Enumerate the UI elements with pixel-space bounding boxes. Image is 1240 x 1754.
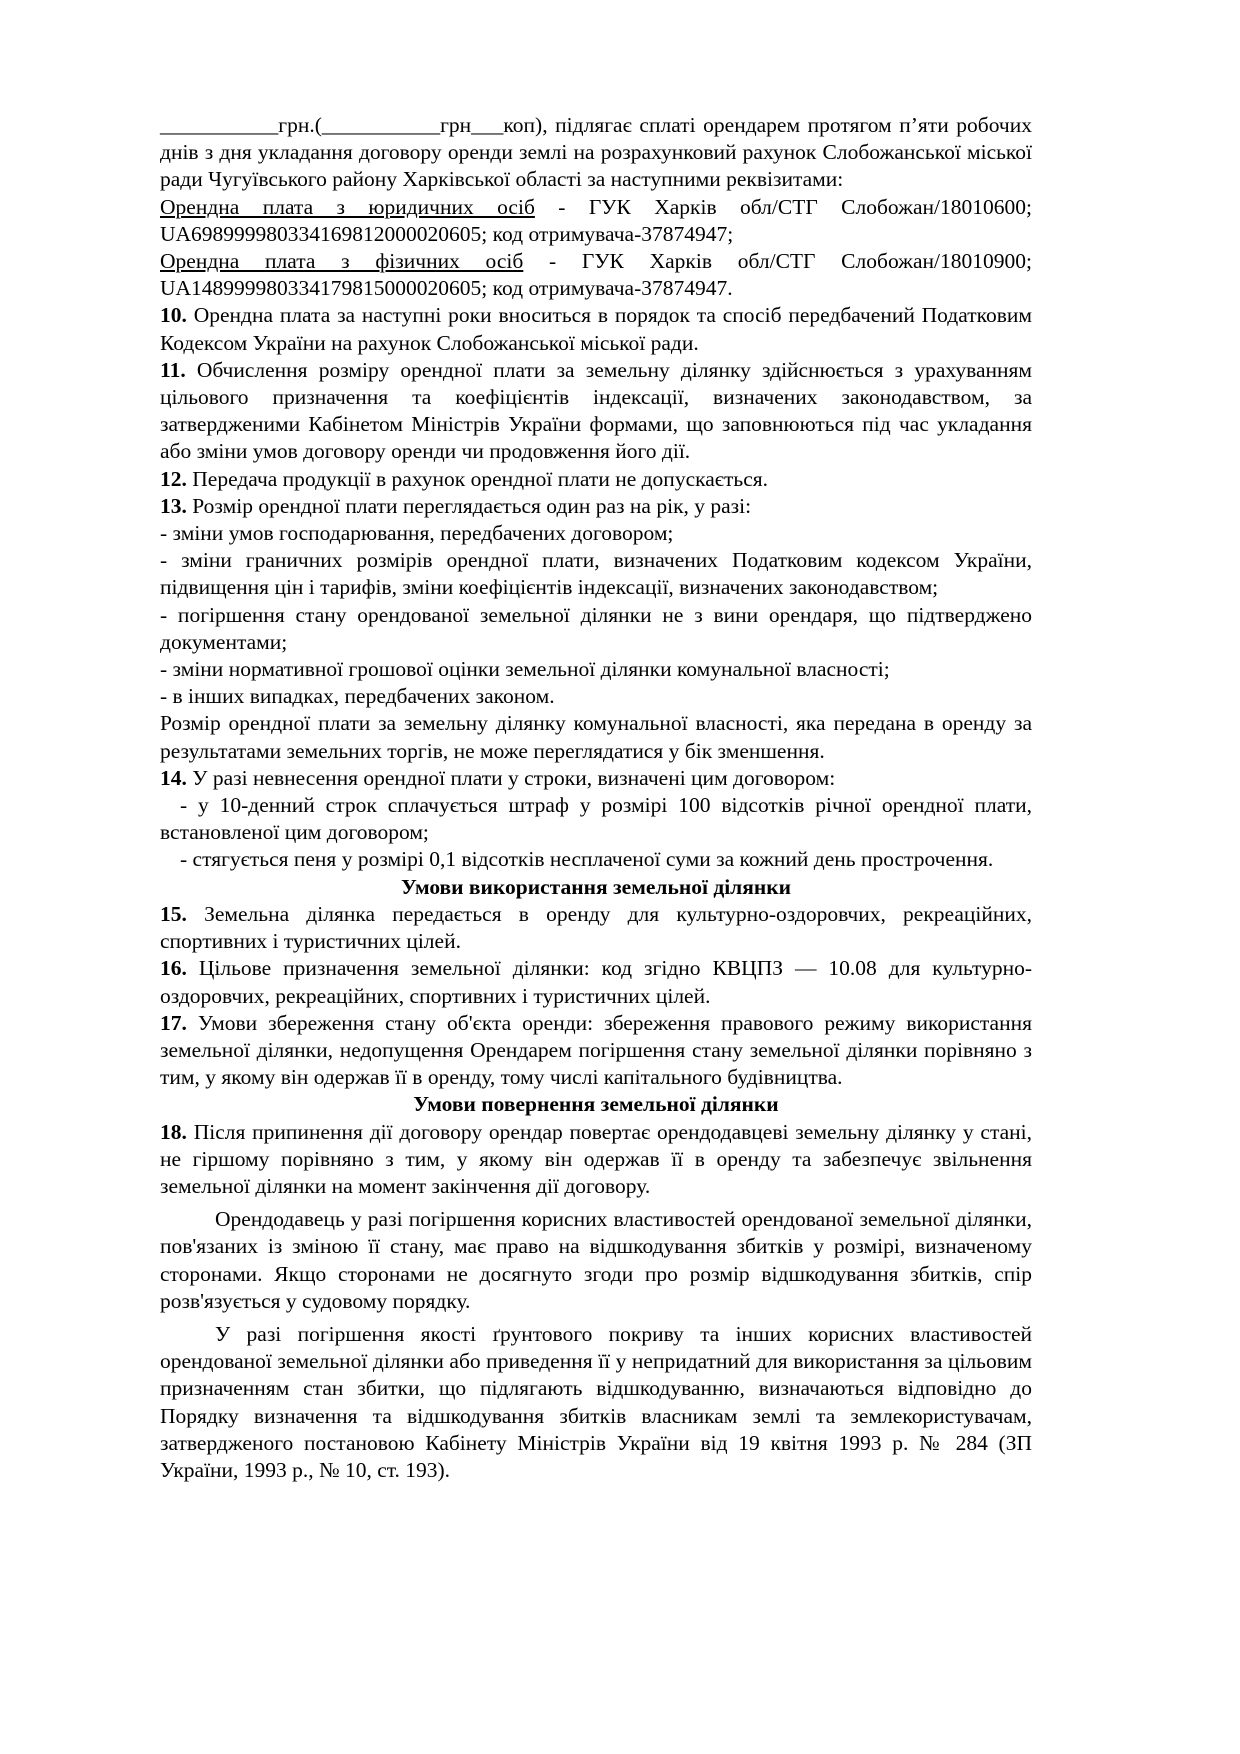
legal-entities-requisites (160, 194, 1032, 248)
section-heading-use: Умови використання земельної ділянки (400, 874, 792, 899)
list-item: - у 10-денний строк сплачується штраф у розмірі 100 відсотків річної орендної плати, встановленої цим договором; (160, 793, 1032, 845)
list-item: - погіршення стану орендованої земельної ділянки не з вини орендаря, що підтверджено документами; (160, 602, 1032, 654)
clause-text: Цільове призначення земельної ділянки: код згідно КВЦПЗ — 10.08 для культурно-оздоровчих, рекреаційних, спортивних і туристичних цілей. (160, 956, 1032, 1008)
clause-10 (160, 302, 1032, 356)
lessor-damages-paragraph: Орендодавець у разі погіршення корисних властивостей орендованої земельної ділянки, пов'язаних із зміною її стану, має право на відшкодування збитків у розмірі, визначеному сторонами. Якщо сторонами не досягнуто згоди про розмір відшкодування збитків, спір розв'язується у судовому порядку. (160, 1207, 1032, 1313)
clause-text: Орендна плата за наступні роки вноситься в порядок та спосіб передбачений Податковим Кодексом України на рахунок Слобожанської міської ради. (160, 303, 1032, 355)
document-page (160, 112, 1032, 1484)
clause-11 (160, 357, 1032, 466)
clause-15 (160, 901, 1032, 955)
clause-14 (160, 765, 1032, 792)
legal-entities-text: - ГУК Харків обл/СТГ Слобожан/18010600; UA698999980334169812000020605; код отримувача-37874947; (160, 194, 1032, 246)
clause-text: Після припинення дії договору орендар повертає орендодавцеві земельну ділянку у стані, не гіршому порівняно з тим, у якому він одержав її в оренду та забезпечує звільнення земельної ділянки на момент закінчення дії договору. (160, 1119, 1032, 1198)
clause-text: Передача продукції в рахунок орендної плати не допускається. (186, 466, 769, 491)
clause-number: 12. (160, 466, 187, 491)
clause-number: 14. (160, 765, 187, 790)
section-heading-return: Умови повернення земельної ділянки (413, 1092, 779, 1117)
clause-text: У разі невнесення орендної плати у строки, визначені цим договором: (186, 765, 836, 790)
clause-number: 18. (160, 1119, 187, 1144)
clause-number: 17. (160, 1010, 187, 1035)
clause-13 (160, 493, 1032, 520)
clause-text: Розмір орендної плати переглядається один раз на рік, у разі: (186, 493, 752, 518)
clause-number: 11. (160, 357, 186, 382)
clause-number: 15. (160, 901, 187, 926)
clause-13-note: Розмір орендної плати за земельну ділянку комунальної власності, яка передана в оренду за результатами земельних торгів, не може переглядатися у бік зменшення. (160, 711, 1032, 763)
clause-17 (160, 1010, 1032, 1092)
list-item: - зміни умов господарювання, передбачених договором; (160, 521, 674, 546)
individuals-requisites (160, 248, 1032, 302)
clause-18 (160, 1119, 1032, 1201)
clause-12 (160, 466, 1032, 493)
list-item: - в інших випадках, передбачених законом. (160, 684, 555, 709)
clause-number: 10. (160, 303, 187, 328)
individuals-text: - ГУК Харків обл/СТГ Слобожан/18010900; UA148999980334179815000020605; код отримувача-37874947. (160, 249, 1033, 301)
individuals-label: Орендна плата з фізичних осіб (160, 249, 524, 274)
soil-damages-paragraph: У разі погіршення якості ґрунтового покриву та інших корисних властивостей орендованої земельної ділянки або приведення її у непридатний для використання за цільовим призначенням стан збитки, що підлягають відшкодуванню, визначаються відповідно до Порядку визначення та відшкодування збитків власникам землі та землекористувачам, затвердженого постановою Кабінету Міністрів України від 19 квітня 1993 р. № 284 (ЗП України, 1993 р., № 10, ст. 193). (160, 1321, 1032, 1482)
clause-text: Умови збереження стану об'єкта оренди: збереження правового режиму використання земельної ділянки, недопущення Орендарем погіршення стану земельної ділянки порівняно з тим, у якому він одержав її в оренду, тому числі капітального будівництва. (160, 1010, 1032, 1090)
list-item: - зміни нормативної грошової оцінки земельної ділянки комунальної власності; (160, 657, 890, 682)
clause-number: 16. (160, 956, 187, 981)
clause-number: 13. (160, 493, 187, 518)
clause-text: Обчислення розміру орендної плати за земельну ділянку здійснюється з урахуванням цільового призначення та коефіцієнтів індексації, визначених законодавством, за затвердженими Кабінетом Міністрів України формами, що заповнюються під час укладання або зміни умов договору оренди чи продовження його дії. (160, 357, 1032, 464)
clause-16 (160, 955, 1032, 1009)
legal-entities-label: Орендна плата з юридичних осіб (160, 194, 535, 219)
list-item: - зміни граничних розмірів орендної плати, визначених Податковим кодексом України, підвищення цін і тарифів, зміни коефіцієнтів індексації, визначених законодавством; (160, 548, 1032, 600)
payment-intro: ___________грн.(___________грн___коп), підлягає сплаті орендарем протягом п’яти робочих днів з дня укладання договору оренди землі на розрахунковий рахунок Слобожанської міської ради Чугуївського району Харківської області за наступними реквізитами: (160, 113, 1032, 192)
list-item: - стягується пеня у розмірі 0,1 відсотків несплаченої суми за кожний день прострочення. (180, 847, 994, 872)
clause-text: Земельна ділянка передається в оренду для культурно-оздоровчих, рекреаційних, спортивних і туристичних цілей. (160, 901, 1032, 954)
